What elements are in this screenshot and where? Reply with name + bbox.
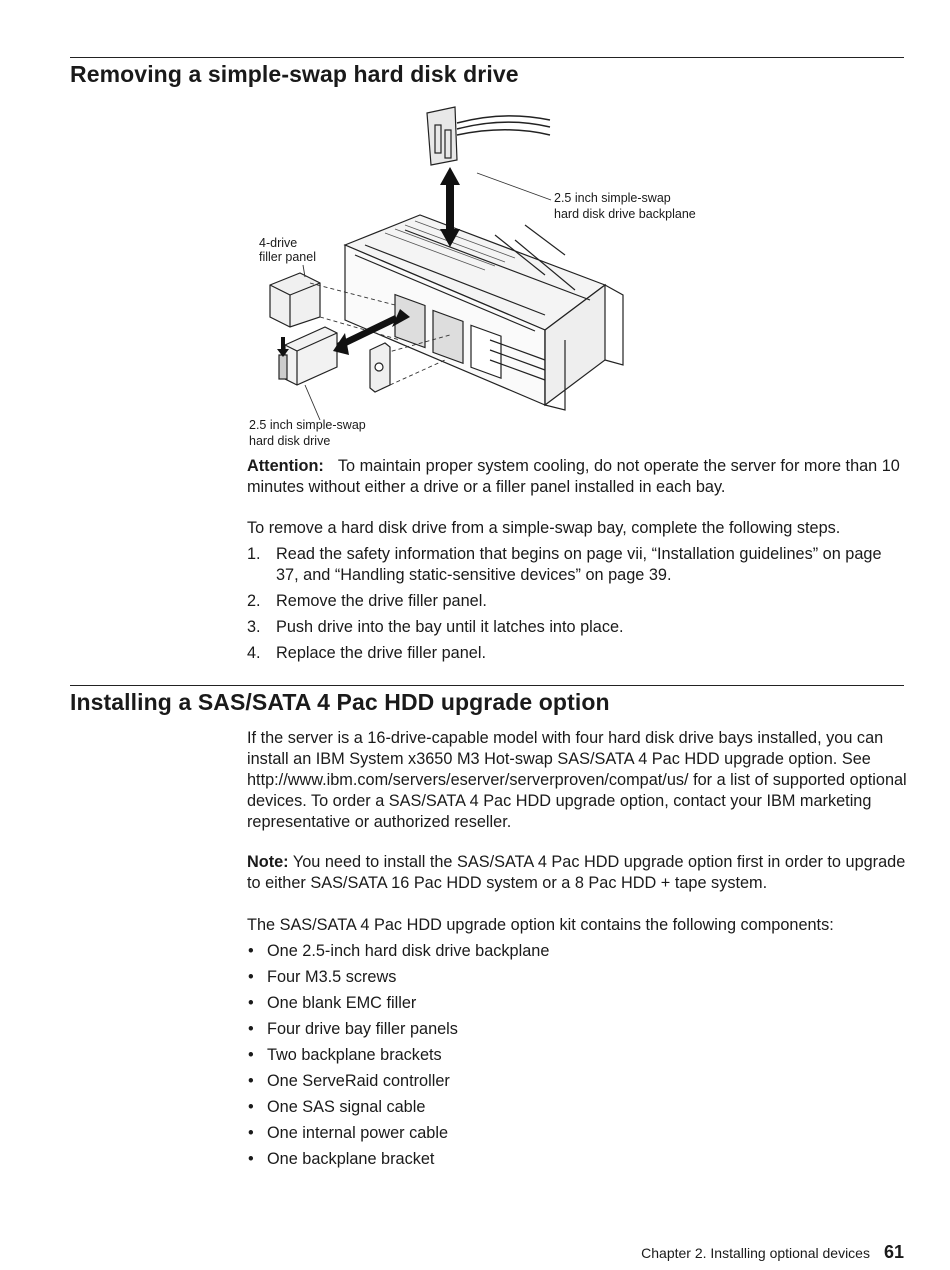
list-item: • One internal power cable — [248, 1124, 449, 1142]
list-item: • Four M3.5 screws — [248, 968, 397, 986]
list-item: 3. Push drive into the bay until it latches into place. — [247, 618, 624, 636]
list-item: • One ServeRaid controller — [248, 1072, 450, 1090]
list-item: 2. Remove the drive filler panel. — [247, 592, 487, 610]
kit-intro: The SAS/SATA 4 Pac HDD upgrade option kit contains the following components: — [247, 916, 834, 934]
list-item: 4. Replace the drive filler panel. — [247, 644, 486, 662]
list-item: 1. Read the safety information that begins on page vii, “Installation guidelines” on page 37, and “Handling static-sensitive devices” on page 39. — [247, 545, 882, 584]
list-item: • One 2.5-inch hard disk drive backplane — [248, 942, 550, 960]
note-paragraph — [247, 852, 907, 894]
section-title-removing: Removing a simple-swap hard disk drive — [70, 61, 519, 87]
backplane-part — [427, 107, 550, 165]
steps-intro: To remove a hard disk drive from a simple-swap bay, complete the following steps. — [247, 519, 841, 537]
page-footer — [641, 1242, 904, 1263]
section-title-installing: Installing a SAS/SATA 4 Pac HDD upgrade option — [70, 689, 610, 715]
attention-label: Attention: — [247, 457, 324, 475]
section-rule-top — [70, 57, 904, 58]
page-number: 61 — [883, 1242, 904, 1262]
note-text: You need to install the SAS/SATA 4 Pac HDD upgrade option first in order to upgrade to either SAS/SATA 16 Pac HDD system or a 8 Pac HDD + tape system. — [247, 853, 906, 892]
note-label: Note: — [247, 853, 289, 871]
footer-chapter: Chapter 2. Installing optional devices — [641, 1245, 870, 1261]
list-item: • One backplane bracket — [248, 1150, 435, 1168]
list-item: • Four drive bay filler panels — [248, 1020, 458, 1038]
callout-backplane: 2.5 inch simple-swap hard disk drive backplane — [554, 191, 696, 221]
upgrade-intro-paragraph: If the server is a 16-drive-capable model with four hard disk drive bays installed, you can install an IBM System x3650 M3 Hot-swap SAS/SATA 4 Pac HDD upgrade option. See http://www.ibm.com/servers/eserver/serverproven/compat/us/ for a list of supported optional devices. To order a SAS/SATA 4 Pac HDD upgrade option, contact your IBM marketing representative or authorized reseller. — [247, 729, 907, 831]
removal-steps-list — [247, 544, 907, 669]
kit-components-list — [247, 941, 907, 1175]
callout-filler-panel: 4-drive filler panel — [259, 236, 316, 264]
callout-hard-drive: 2.5 inch simple-swap hard disk drive — [249, 418, 366, 448]
list-item: • One SAS signal cable — [248, 1098, 426, 1116]
section-rule-installing — [70, 685, 904, 686]
attention-paragraph — [247, 456, 907, 498]
list-item: • Two backplane brackets — [248, 1046, 442, 1064]
hard-drive-part — [279, 327, 337, 385]
server-drive-illustration — [245, 105, 725, 450]
filler-panel-part — [270, 273, 320, 327]
drive-filler-part — [370, 343, 390, 392]
attention-text: To maintain proper system cooling, do not operate the server for more than 10 minutes without either a drive or a filler panel installed in each bay. — [247, 457, 900, 496]
list-item: • One blank EMC filler — [248, 994, 417, 1012]
